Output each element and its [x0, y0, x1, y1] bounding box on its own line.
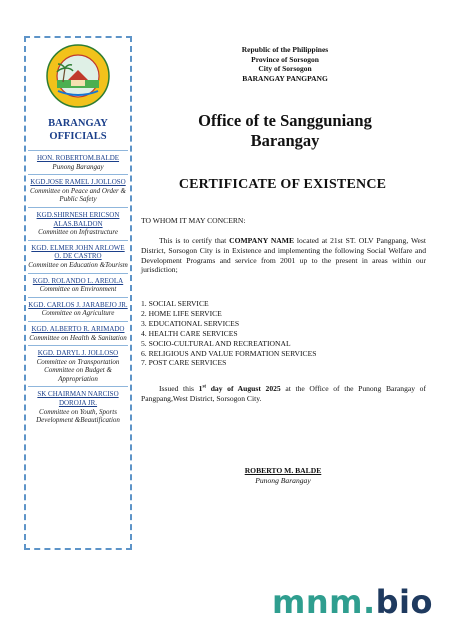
- signature-block: [210, 466, 356, 486]
- official-role: Committee on Transportation Committee on Budget & Appropriation: [36, 357, 120, 383]
- company-name: COMPANY NAME: [229, 236, 295, 245]
- barangay-seal-icon: [46, 44, 110, 108]
- office-title: [150, 111, 420, 151]
- official-role: Punong Barangay: [52, 162, 104, 171]
- service-item: 5. SOCIO-CULTURAL AND RECREATIONAL: [141, 338, 291, 348]
- officials-list: [28, 150, 128, 428]
- official-entry: [28, 297, 128, 321]
- issue-month-year: day of August 2025: [206, 384, 281, 393]
- service-item: 6. RELIGIOUS AND VALUE FORMATION SERVICES: [141, 348, 317, 358]
- service-item: 1. SOCIAL SERVICE: [141, 299, 209, 308]
- issue-day: 1: [198, 384, 203, 393]
- letterhead: [150, 45, 420, 83]
- official-name: KGD. ELMER JOHN ARLOWE O. DE CASTRO: [31, 243, 125, 261]
- paragraph-text: This is to certify that: [159, 236, 230, 245]
- services-list: [141, 299, 316, 368]
- official-name: KGD. DARYL J. JOLLOSO: [37, 349, 119, 358]
- official-name: KGD. ROLANDO L. AREOLA: [32, 276, 124, 285]
- official-name: KGD. CARLOS J. JARABEJO JR.: [28, 300, 128, 309]
- official-role: Committee on Infrastructure: [38, 228, 118, 237]
- official-entry: [28, 174, 128, 207]
- certification-paragraph: [141, 236, 426, 275]
- official-entry: [28, 207, 128, 240]
- letterhead-line: Province of Sorsogon: [251, 54, 319, 64]
- paragraph-text: at the Office of the Punong Barangay of Pangpang,West District, Sorsogon City.: [141, 384, 427, 403]
- officials-heading-line: OFFICIALS: [49, 131, 107, 142]
- official-entry: [28, 273, 128, 297]
- official-entry: [28, 386, 128, 427]
- issue-day-suffix: st: [202, 384, 207, 390]
- official-name: KGD.SHIRNESH ERICSON ALAS.BALDON: [36, 210, 120, 228]
- watermark-part: mnm.: [272, 583, 376, 621]
- signatory-name: ROBERTO M. BALDE: [244, 466, 322, 475]
- official-entry: [28, 240, 128, 273]
- watermark-logo: [272, 585, 433, 619]
- official-name: KGD. ALBERTO R. ARIMADO: [31, 324, 125, 333]
- official-name: KGD.JOSE RAMEL J.JOLLOSO: [30, 178, 126, 187]
- issue-date: [199, 384, 281, 393]
- letterhead-line: Republic of the Philippines: [241, 45, 329, 54]
- office-title-line: Barangay: [250, 131, 320, 150]
- service-item: 4. HEALTH CARE SERVICES: [141, 328, 238, 338]
- greeting: TO WHOM IT MAY CONCERN:: [141, 216, 246, 225]
- official-role: Committee on Agriculture: [41, 309, 115, 318]
- issued-paragraph: [141, 384, 426, 404]
- official-role: Committee on Health & Sanitation: [29, 333, 127, 342]
- official-name: HON. ROBERTOM.BALDE: [36, 154, 120, 162]
- service-item: 7. POST CARE SERVICES: [141, 358, 227, 368]
- office-title-line: Office of te Sangguniang: [198, 111, 372, 130]
- officials-sidebar: [24, 36, 132, 550]
- official-entry: [28, 321, 128, 345]
- official-role: Committee on Youth, Sports Development &Beautification: [36, 407, 120, 425]
- paragraph-text: located at 21st ST. OLV Pangpang, West District, Sorsogon City is in Existence and implementing the following Social Welfare and Development Programs and service from 2001 up to the present in areas within our jurisdiction;: [141, 236, 426, 275]
- certificate-title: CERTIFICATE OF EXISTENCE: [178, 177, 387, 192]
- official-role: Committee on Environment: [39, 285, 117, 294]
- service-item: 3. EDUCATIONAL SERVICES: [141, 318, 240, 328]
- watermark-part: bio: [375, 583, 433, 621]
- signatory-title: Punong Barangay: [255, 475, 311, 485]
- letterhead-line: City of Sorsogon: [258, 64, 312, 74]
- paragraph-text: Issued this: [159, 384, 199, 393]
- official-entry: [28, 345, 128, 386]
- officials-heading: [26, 117, 130, 143]
- letterhead-line: BARANGAY PANGPANG: [242, 73, 328, 83]
- official-role: Committee on Peace and Order & Public Safety: [30, 186, 126, 204]
- officials-heading-line: BARANGAY: [48, 118, 108, 129]
- official-name: SK CHAIRMAN NARCISO DOROJA JR.: [37, 390, 119, 408]
- service-item: 2. HOME LIFE SERVICE: [141, 308, 222, 318]
- official-entry: [28, 150, 128, 174]
- official-role: Committee on Education &Tourism: [28, 260, 128, 269]
